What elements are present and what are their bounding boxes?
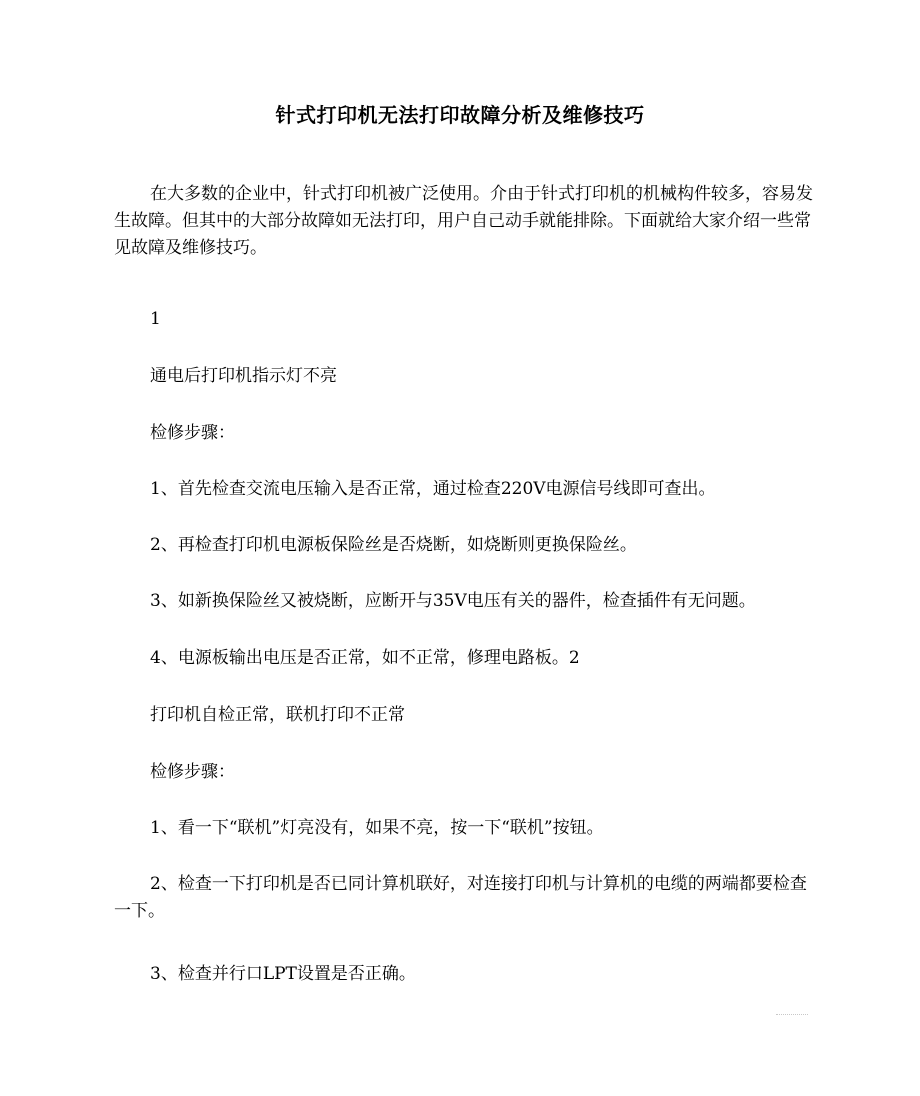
section-heading: 通电后打印机指示灯不亮 <box>150 366 337 386</box>
section-heading: 打印机自检正常，联机打印不正常 <box>150 705 405 725</box>
step-item: 1、首先检查交流电压输入是否正常，通过检查220V电源信号线即可查出。 <box>150 479 716 499</box>
steps-label: 检修步骤： <box>150 762 235 782</box>
step-item: 2、再检查打印机电源板保险丝是否烧断，如烧断则更换保险丝。 <box>150 535 637 555</box>
intro-paragraph: 在大多数的企业中，针式打印机被广泛使用。介由于针式打印机的机械构件较多，容易发生故障。但其中的大部分故障如无法打印，用户自己动手就能排除。下面就给大家介绍一些常见故障及维修技巧。 <box>114 184 813 258</box>
step-item: 3、如新换保险丝又被烧断，应断开与35V电压有关的器件，检查插件有无问题。 <box>150 591 756 611</box>
step-item: 4、电源板输出电压是否正常，如不正常，修理电路板。2 <box>150 648 580 668</box>
page-footer-divider <box>776 1014 808 1015</box>
step-item: 1、看一下“联机”灯亮没有，如果不亮，按一下“联机”按钮。 <box>150 818 604 838</box>
section-number: 1 <box>150 309 161 329</box>
step-item: 2、检查一下打印机是否已同计算机联好，对连接打印机与计算机的电缆的两端都要检查一下。 <box>114 874 807 921</box>
document-title: 针式打印机无法打印故障分析及维修技巧 <box>275 103 645 127</box>
steps-label: 检修步骤： <box>150 423 235 443</box>
step-item: 3、检查并行口LPT设置是否正确。 <box>150 964 416 984</box>
